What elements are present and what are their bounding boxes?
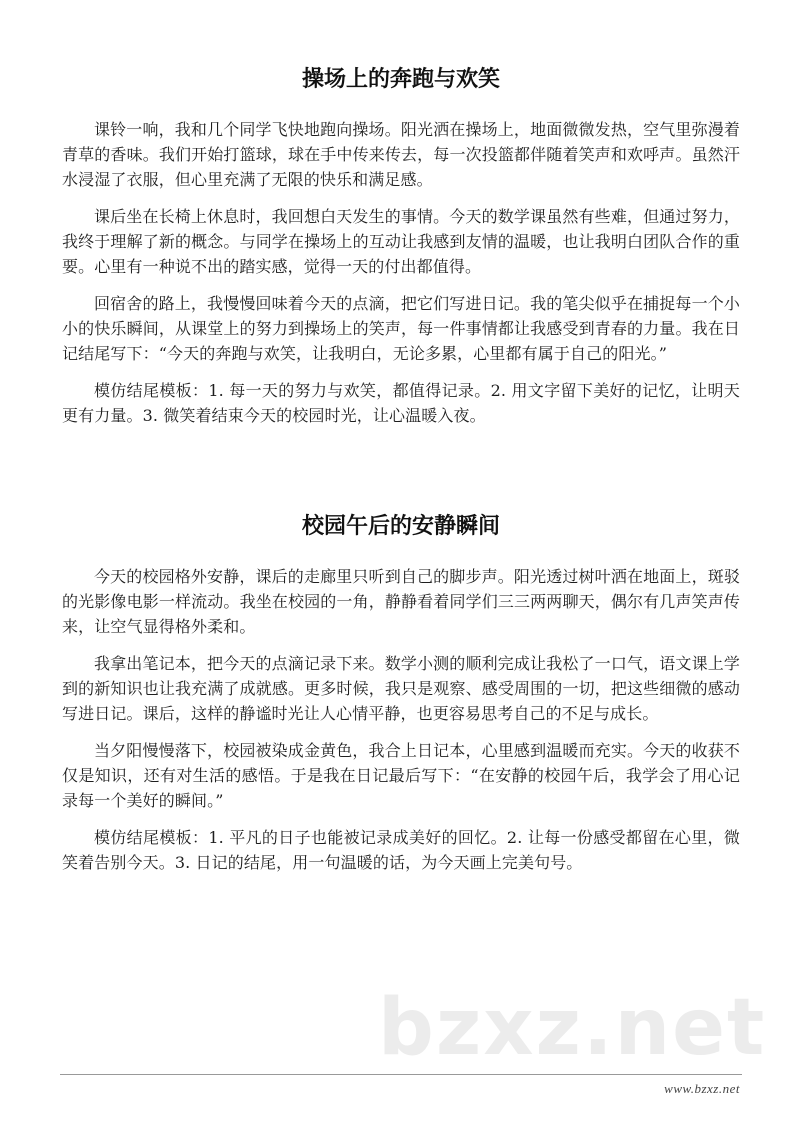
article-title: 操场上的奔跑与欢笑 xyxy=(301,67,500,92)
ending-template-paragraph: 模仿结尾模板：1. 平凡的日子也能被记录成美好的回忆。2. 让每一份感受都留在心里，微笑着告别今天。3. 日记的结尾，用一句温暖的话，为今天画上完美句号。 xyxy=(62,828,740,872)
article-section-1 xyxy=(62,67,740,440)
footer-url: www.bzxz.net xyxy=(664,1081,740,1096)
article-title: 校园午后的安静瞬间 xyxy=(301,514,500,539)
article-body xyxy=(62,117,740,428)
paragraph: 课后坐在长椅上休息时，我回想白天发生的事情。今天的数学课虽然有些难，但通过努力，我终于理解了新的概念。与同学在操场上的互动让我感到友情的温暖，也让我明白团队合作的重要。心里有一种说不出的踏实感，觉得一天的付出都值得。 xyxy=(62,207,740,276)
article-body xyxy=(62,564,740,875)
paragraph: 回宿舍的路上，我慢慢回味着今天的点滴，把它们写进日记。我的笔尖似乎在捕捉每一个小小的快乐瞬间，从课堂上的努力到操场上的笑声，每一件事情都让我感受到青春的力量。我在日记结尾写下：“今天的奔跑与欢笑，让我明白，无论多累，心里都有属于自己的阳光。” xyxy=(62,294,740,363)
ending-template-paragraph: 模仿结尾模板：1. 每一天的努力与欢笑，都值得记录。2. 用文字留下美好的记忆，让明天更有力量。3. 微笑着结束今天的校园时光，让心温暖入夜。 xyxy=(62,381,740,425)
footer-divider xyxy=(60,1074,742,1075)
watermark: bzxz.net xyxy=(378,983,767,1073)
article-section-2 xyxy=(62,514,740,887)
paragraph: 课铃一响，我和几个同学飞快地跑向操场。阳光洒在操场上，地面微微发热，空气里弥漫着青草的香味。我们开始打篮球，球在手中传来传去，每一次投篮都伴随着笑声和欢呼声。虽然汗水浸湿了衣服，但心里充满了无限的快乐和满足感。 xyxy=(62,120,740,189)
paragraph: 当夕阳慢慢落下，校园被染成金黄色，我合上日记本，心里感到温暖而充实。今天的收获不仅是知识，还有对生活的感悟。于是我在日记最后写下：“在安静的校园午后，我学会了用心记录每一个美好的瞬间。” xyxy=(62,741,740,810)
paragraph: 我拿出笔记本，把今天的点滴记录下来。数学小测的顺利完成让我松了一口气，语文课上学到的新知识也让我充满了成就感。更多时候，我只是观察、感受周围的一切，把这些细微的感动写进日记。课后，这样的静谧时光让人心情平静，也更容易思考自己的不足与成长。 xyxy=(62,654,740,723)
paragraph: 今天的校园格外安静，课后的走廊里只听到自己的脚步声。阳光透过树叶洒在地面上，斑驳的光影像电影一样流动。我坐在校园的一角，静静看着同学们三三两两聊天，偶尔有几声笑声传来，让空气显得格外柔和。 xyxy=(62,567,740,636)
